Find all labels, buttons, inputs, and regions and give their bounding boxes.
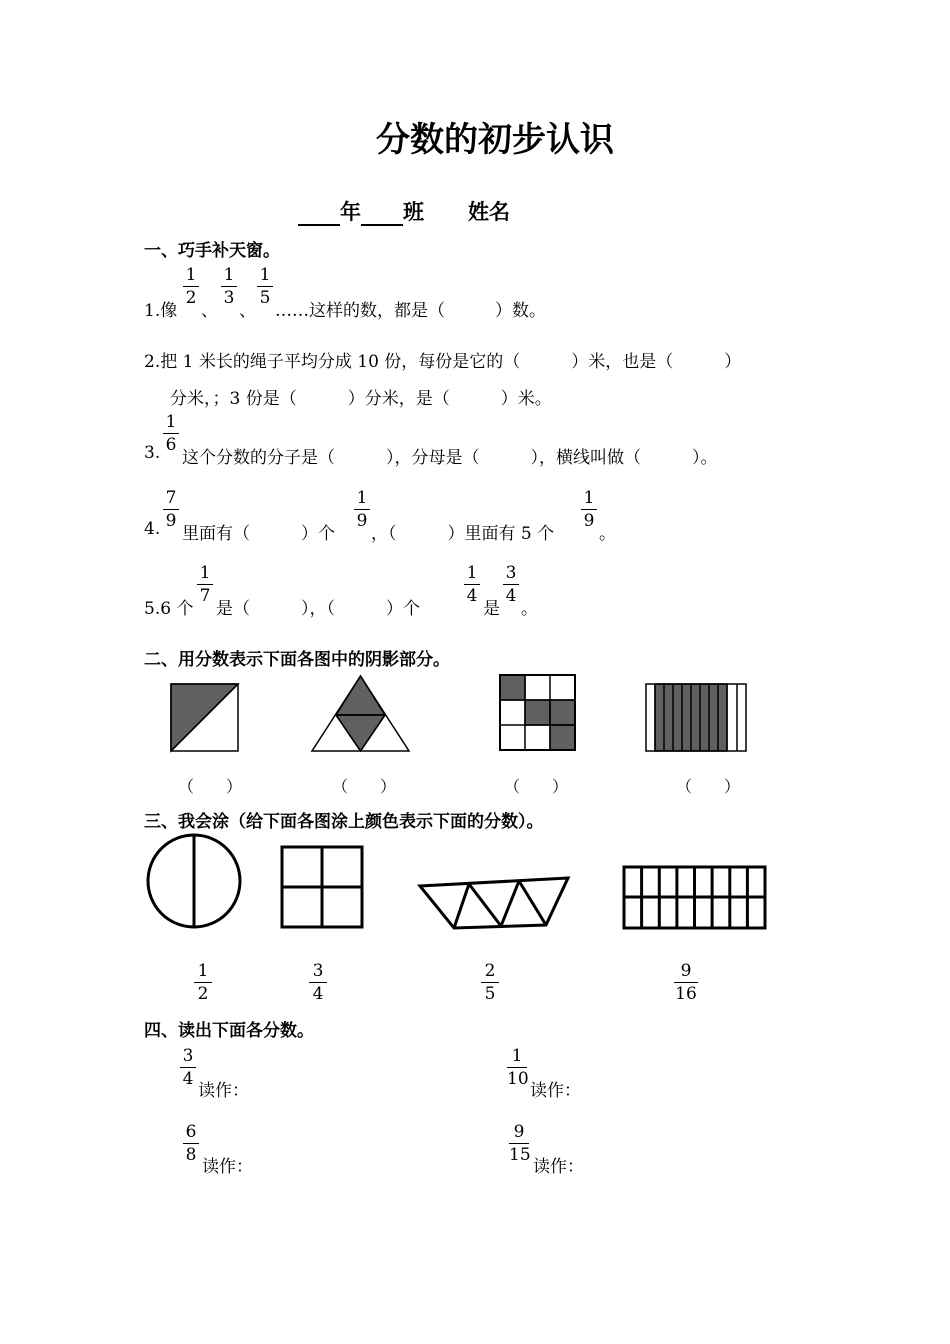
read-fraction-2: 1 10 xyxy=(507,1046,529,1089)
read-label-2: 读作： xyxy=(530,1081,581,1101)
q3-fraction: 1 6 xyxy=(163,412,179,455)
answer-blank-4[interactable]: （ ） xyxy=(676,777,741,796)
read-label-3: 读作： xyxy=(202,1157,253,1177)
q5-fraction-1: 1 7 xyxy=(197,563,213,606)
q1-sep-1: 、 xyxy=(201,301,218,321)
section-2-heading: 二、用分数表示下面各图中的阴影部分。 xyxy=(144,650,450,670)
answer-blank-2[interactable]: （ ） xyxy=(332,777,397,796)
q1-fraction-3: 1 5 xyxy=(257,265,273,308)
q5-text-1: 5.6 个 xyxy=(144,599,194,619)
q1-fraction-1: 1 2 xyxy=(183,265,199,308)
shape-triangle-subdivided xyxy=(312,676,409,751)
color-fraction-1: 1 2 xyxy=(194,961,212,1004)
read-fraction-1: 3 4 xyxy=(180,1046,196,1089)
shape-grid-2x8[interactable] xyxy=(624,867,765,928)
q1-sep-2: 、 xyxy=(239,301,256,321)
read-label-1: 读作： xyxy=(198,1081,249,1101)
shape-grid-3x3 xyxy=(500,675,575,750)
page-title: 分数的初步认识 xyxy=(376,120,614,160)
q4-text-2: ，（ ）里面有 5 个 xyxy=(371,524,555,544)
q1-text-end: ……这样的数，都是（ ）数。 xyxy=(275,301,546,321)
read-fraction-4: 9 15 xyxy=(509,1122,531,1165)
q4-fraction-3: 1 9 xyxy=(581,488,597,531)
q1-fraction-2: 1 3 xyxy=(221,265,237,308)
shape-circle-halves[interactable] xyxy=(148,835,240,927)
color-fraction-2: 3 4 xyxy=(309,961,327,1004)
q5-text-4: 。 xyxy=(521,599,538,619)
section-1-heading: 一、巧手补天窗。 xyxy=(144,241,280,261)
answer-blank-1[interactable]: （ ） xyxy=(178,777,243,796)
read-fraction-3: 6 8 xyxy=(183,1122,199,1165)
q1-text-start: 像 xyxy=(160,301,178,321)
shape-square-quarters[interactable] xyxy=(282,847,362,927)
section-3-heading: 三、我会涂（给下面各图涂上颜色表示下面的分数）。 xyxy=(144,812,544,832)
q5-text-3: 是 xyxy=(483,599,500,619)
color-fraction-3: 2 5 xyxy=(481,961,499,1004)
q3-number: 3. xyxy=(144,443,161,463)
q5-fraction-3: 3 4 xyxy=(503,563,519,606)
q5-text-2: 是（ ），（ ）个 xyxy=(216,599,420,619)
shape-trapezoid-five-triangles[interactable] xyxy=(420,878,568,928)
q4-text-3: 。 xyxy=(599,524,616,544)
q4-number: 4. xyxy=(144,519,161,539)
q4-text-1: 里面有（ ）个 xyxy=(182,524,335,544)
name-label: 姓名 xyxy=(468,199,510,224)
question-2-line-2: 分米，；3 份是（ ）分米，是（ ）米。 xyxy=(170,389,552,409)
q4-fraction-2: 1 9 xyxy=(354,488,370,531)
q1-number: 1. xyxy=(144,301,161,321)
question-3: 这个分数的分子是（ ），分母是（ ），横线叫做（ ）。 xyxy=(182,448,718,468)
q5-fraction-2: 1 4 xyxy=(464,563,480,606)
section-4-heading: 四、读出下面各分数。 xyxy=(144,1021,314,1041)
question-2-line-1: 2.把 1 米长的绳子平均分成 10 份，每份是它的（ ）米，也是（ ） xyxy=(144,352,742,372)
shape-strips-10 xyxy=(646,684,746,751)
q4-fraction-1: 7 9 xyxy=(163,488,179,531)
color-fraction-4: 9 16 xyxy=(675,961,697,1004)
shape-square-half-shaded xyxy=(171,684,238,751)
answer-blank-3[interactable]: （ ） xyxy=(504,777,569,796)
class-label: 班 xyxy=(403,199,424,224)
read-label-4: 读作： xyxy=(533,1157,584,1177)
grade-label: 年 xyxy=(340,199,361,224)
